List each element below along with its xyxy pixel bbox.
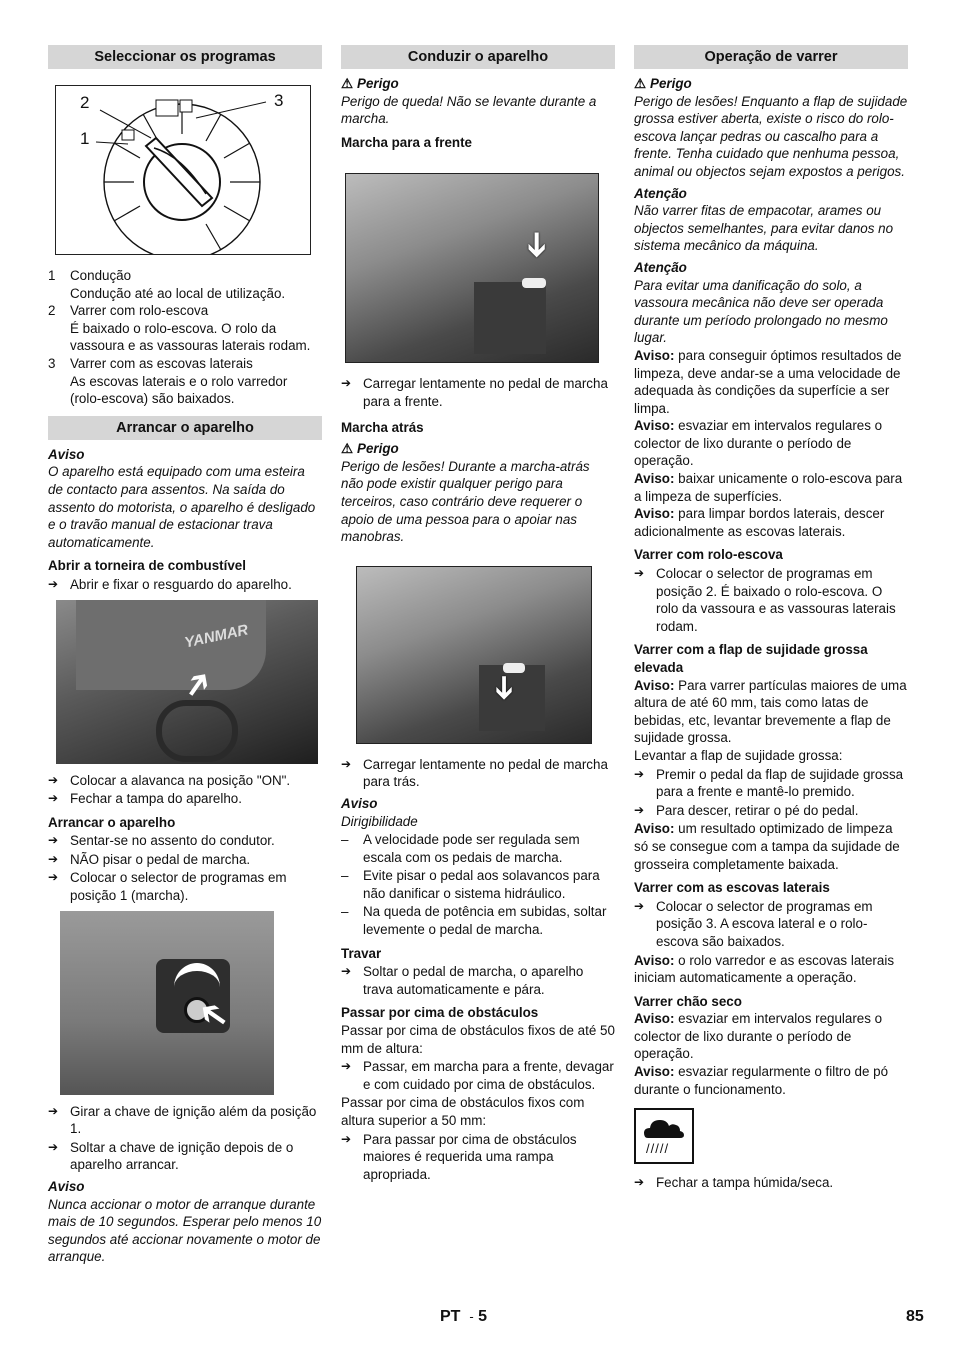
warning-icon: ⚠ — [634, 76, 647, 91]
arrow-down-icon: ➔ — [487, 674, 524, 701]
hose-shape — [156, 700, 238, 762]
arrow-icon: ➔ — [48, 1103, 59, 1118]
step: ➔ Fechar a tampa do aparelho. — [48, 791, 242, 807]
danger-text: Perigo de lesões! Enquanto a flap de sujidade grossa estiver aberta, existe o risco do rolo-escova lançar pedras ou cascalho para a frente. Tenha cuidado que nenhuma pessoa, animal ou objectos sejam expostos a perigos. — [634, 93, 908, 179]
subheading-obstacles: Passar por cima de obstáculos — [341, 1005, 539, 1021]
dash-item: – Na queda de potência em subidas, soltar levemente o pedal de marcha. — [341, 904, 607, 938]
dash-item: – A velocidade pode ser regulada sem escala com os pedais de marcha. — [341, 832, 580, 865]
arrow-icon: ➔ — [341, 1059, 352, 1074]
caution-text: Não varrer fitas de empacotar, arames ou objectos semelhantes, para evitar danos no sistema mecânico da máquina. — [634, 203, 894, 254]
step: ➔ Passar, em marcha para a frente, devagar e com cuidado por cima de obstáculos. — [341, 1059, 614, 1092]
arrow-icon: ➔ — [341, 376, 352, 391]
arrow-icon: ➔ — [48, 870, 59, 885]
danger-title: ⚠ Perigo — [341, 76, 399, 91]
paragraph: Levantar a flap de sujidade grossa: — [634, 747, 843, 763]
danger-title: ⚠ Perigo — [341, 441, 399, 457]
notice-title: Aviso — [341, 795, 378, 811]
step: ➔ Carregar lentamente no pedal de marcha para a frente. — [341, 376, 608, 409]
photo-fuel-tap — [56, 600, 318, 764]
notice-paragraph: Aviso: esvaziar em intervalos regulares o colector de lixo durante o período de operação. — [634, 1011, 883, 1062]
arrow-icon: ➔ — [341, 964, 352, 979]
dial-label-1: 1 — [80, 129, 90, 148]
column-right — [634, 45, 908, 1193]
danger-title: ⚠ Perigo — [634, 76, 692, 91]
program-dial-svg — [56, 86, 310, 254]
paragraph: Passar por cima de obstáculos fixos de até 50 mm de altura: — [341, 1023, 615, 1056]
arrow-icon: ➔ — [341, 756, 352, 771]
subheading-dry: Varrer chão seco — [634, 993, 742, 1009]
tank-shape — [76, 600, 266, 690]
warning-icon: ⚠ — [341, 76, 354, 91]
step: ➔ Soltar a chave de ignição depois de o aparelho arrancar. — [48, 1139, 294, 1173]
step: ➔ NÃO pisar o pedal de marcha. — [48, 851, 251, 867]
notice-paragraph: Aviso: o rolo varredor e as escovas laterais iniciam automaticamente a operação. — [634, 952, 895, 986]
danger-text: Perigo de lesões! Durante a marcha-atrás não pode existir qualquer perigo para terceiros, caso contrário deve requerer o apoio de uma pessoa para o apoiar nas manobras. — [341, 458, 590, 545]
caution-title: Atenção — [634, 259, 687, 275]
arrow-icon: ➔ — [634, 1175, 645, 1190]
step: ➔ Girar a chave de ignição além da posição 1. — [48, 1103, 317, 1137]
step: ➔ Premir o pedal da flap de sujidade grossa para a frente e mantê-lo premido. — [634, 766, 904, 800]
danger-text: Perigo de queda! Não se levante durante a marcha. — [341, 93, 597, 127]
arrow-icon: ➔ — [188, 990, 238, 1042]
notice-paragraph: Aviso: baixar unicamente o rolo-escova para a limpeza de superfícies. — [634, 471, 903, 504]
notice-paragraph: Aviso: um resultado optimizado de limpeza só se consegue com a tampa da sujidade de grosseira completamente baixada. — [634, 821, 900, 872]
step: ➔ Colocar o selector de programas em posição 2. É baixado o rolo-escova. O rolo da vassoura e as vassouras laterais rodam. — [634, 566, 896, 634]
step: ➔ Carregar lentamente no pedal de marcha para trás. — [341, 756, 608, 790]
notice-paragraph: Aviso: esvaziar regularmente o filtro de pó durante o funcionamento. — [634, 1064, 889, 1097]
column-left — [48, 45, 322, 1266]
list-item-desc: É baixado o rolo-escova. O rolo da vassoura e as vassouras laterais rodam. — [70, 320, 311, 354]
section-header-programs: Seleccionar os programas — [48, 45, 322, 69]
subheading-forward: Marcha para a frente — [341, 134, 472, 150]
subheading-roll: Varrer com rolo-escova — [634, 547, 783, 563]
pedal-shape — [522, 278, 546, 288]
footer-lang: PT - 5 — [440, 1308, 488, 1325]
arrow-icon: ➔ — [341, 1131, 352, 1146]
step: ➔ Colocar o selector de programas em posição 1 (marcha). — [48, 870, 287, 904]
step: ➔ Fechar a tampa húmida/seca. — [634, 1175, 834, 1191]
subheading-fuel: Abrir a torneira de combustível — [48, 558, 246, 574]
notice-text: Nunca accionar o motor de arranque durante mais de 10 segundos. Esperar pelo menos 10 segundos até accionar novamente o motor de arranque. — [48, 1196, 322, 1265]
notice-title: Aviso — [48, 446, 85, 462]
subheading-side: Varrer com as escovas laterais — [634, 880, 830, 896]
arrow-icon: ➔ — [173, 661, 222, 707]
paragraph: Passar por cima de obstáculos fixos com altura superior a 50 mm: — [341, 1095, 585, 1128]
dial-label-2: 2 — [80, 93, 90, 112]
notice-title: Aviso — [48, 1179, 85, 1195]
list-item-desc: As escovas laterais e o rolo varredor (rolo-escova) são baixados. — [70, 373, 288, 407]
notice-text: O aparelho está equipado com uma esteira de contacto para assentos. Na saída do assento do motorista, o aparelho é desligado e o travão manual de estacionar trava automaticamente. — [48, 464, 316, 550]
pedal-shape — [503, 663, 525, 673]
subheading-reverse: Marcha atrás — [341, 419, 424, 435]
arrow-icon: ➔ — [634, 802, 645, 817]
section-header-drive: Conduzir o aparelho — [341, 45, 615, 69]
arrow-icon: ➔ — [48, 576, 59, 591]
photo-pedal-reverse — [356, 566, 592, 744]
photo-ignition — [60, 911, 274, 1095]
arrow-icon: ➔ — [48, 851, 59, 866]
tank-logo: YANMAR — [182, 620, 250, 652]
section-header-sweep: Operação de varrer — [634, 45, 908, 69]
step: ➔ Para passar por cima de obstáculos maiores é requerida uma rampa apropriada. — [341, 1131, 577, 1182]
list-item: 3 Varrer com as escovas laterais — [48, 355, 253, 371]
section-header-start: Arrancar o aparelho — [48, 416, 322, 440]
arrow-icon: ➔ — [48, 833, 59, 848]
page-number: 85 — [906, 1308, 924, 1325]
step: ➔ Soltar o pedal de marcha, o aparelho trava automaticamente e pára. — [341, 964, 584, 997]
subheading-brake: Travar — [341, 945, 382, 961]
rain-lines: ///// — [646, 1141, 670, 1157]
subheading-flap: Varrer com a flap de sujidade grossa elevada — [634, 642, 868, 675]
arrow-icon: ➔ — [48, 791, 59, 806]
step: ➔ Sentar-se no assento do condutor. — [48, 833, 275, 849]
column-middle — [341, 45, 615, 1184]
pedal-panel — [474, 282, 546, 354]
notice-paragraph: Aviso: para conseguir óptimos resultados de limpeza, deve andar-se a uma velocidade de adequada às condições da superfície a ser limpa. — [634, 347, 902, 416]
arrow-icon: ➔ — [48, 1139, 59, 1154]
notice-paragraph: Aviso: Para varrer partículas maiores de uma altura de até 60 mm, tais como latas de bebidas, etc, levantar brevemente a flap de sujidade grossa. — [634, 677, 907, 746]
notice-paragraph: Aviso: para limpar bordos laterais, descer adicionalmente as escovas laterais. — [634, 506, 885, 539]
step: ➔ Para descer, retirar o pé do pedal. — [634, 802, 859, 818]
step: ➔ Colocar o selector de programas em posição 3. A escova lateral e o rolo-escova são baixados. — [634, 898, 873, 949]
caution-text: Para evitar uma danificação do solo, a vassoura mecânica não deve ser operada durante um período prolongado no mesmo lugar. — [634, 277, 888, 346]
arrow-icon: ➔ — [634, 766, 645, 781]
dash-item: – Evite pisar o pedal aos solavancos para não danificar o sistema hidráulico. — [341, 868, 600, 901]
arrow-down-icon: ➔ — [518, 230, 557, 260]
photo-pedal-forward — [345, 173, 599, 363]
dry-weather-icon — [634, 1108, 694, 1164]
list-item-desc: Condução até ao local de utilização. — [70, 285, 286, 301]
dial-label-3: 3 — [274, 91, 284, 110]
list-item: 2 Varrer com rolo-escova — [48, 303, 209, 319]
arrow-icon: ➔ — [48, 772, 59, 787]
program-list — [48, 267, 322, 408]
subheading-start: Arrancar o aparelho — [48, 814, 176, 830]
arrow-icon: ➔ — [634, 566, 645, 581]
caution-title: Atenção — [634, 185, 687, 201]
list-item: 1 Condução — [48, 268, 132, 283]
notice-subtitle: Dirigibilidade — [341, 813, 418, 829]
step: ➔ Colocar a alavanca na posição "ON". — [48, 772, 291, 788]
program-selector-diagram — [55, 85, 311, 255]
step: ➔ Abrir e fixar o resguardo do aparelho. — [48, 576, 292, 592]
arrow-icon: ➔ — [634, 898, 645, 913]
warning-icon: ⚠ — [341, 441, 354, 457]
notice-paragraph: Aviso: esvaziar em intervalos regulares o colector de lixo durante o período de operação. — [634, 418, 883, 469]
